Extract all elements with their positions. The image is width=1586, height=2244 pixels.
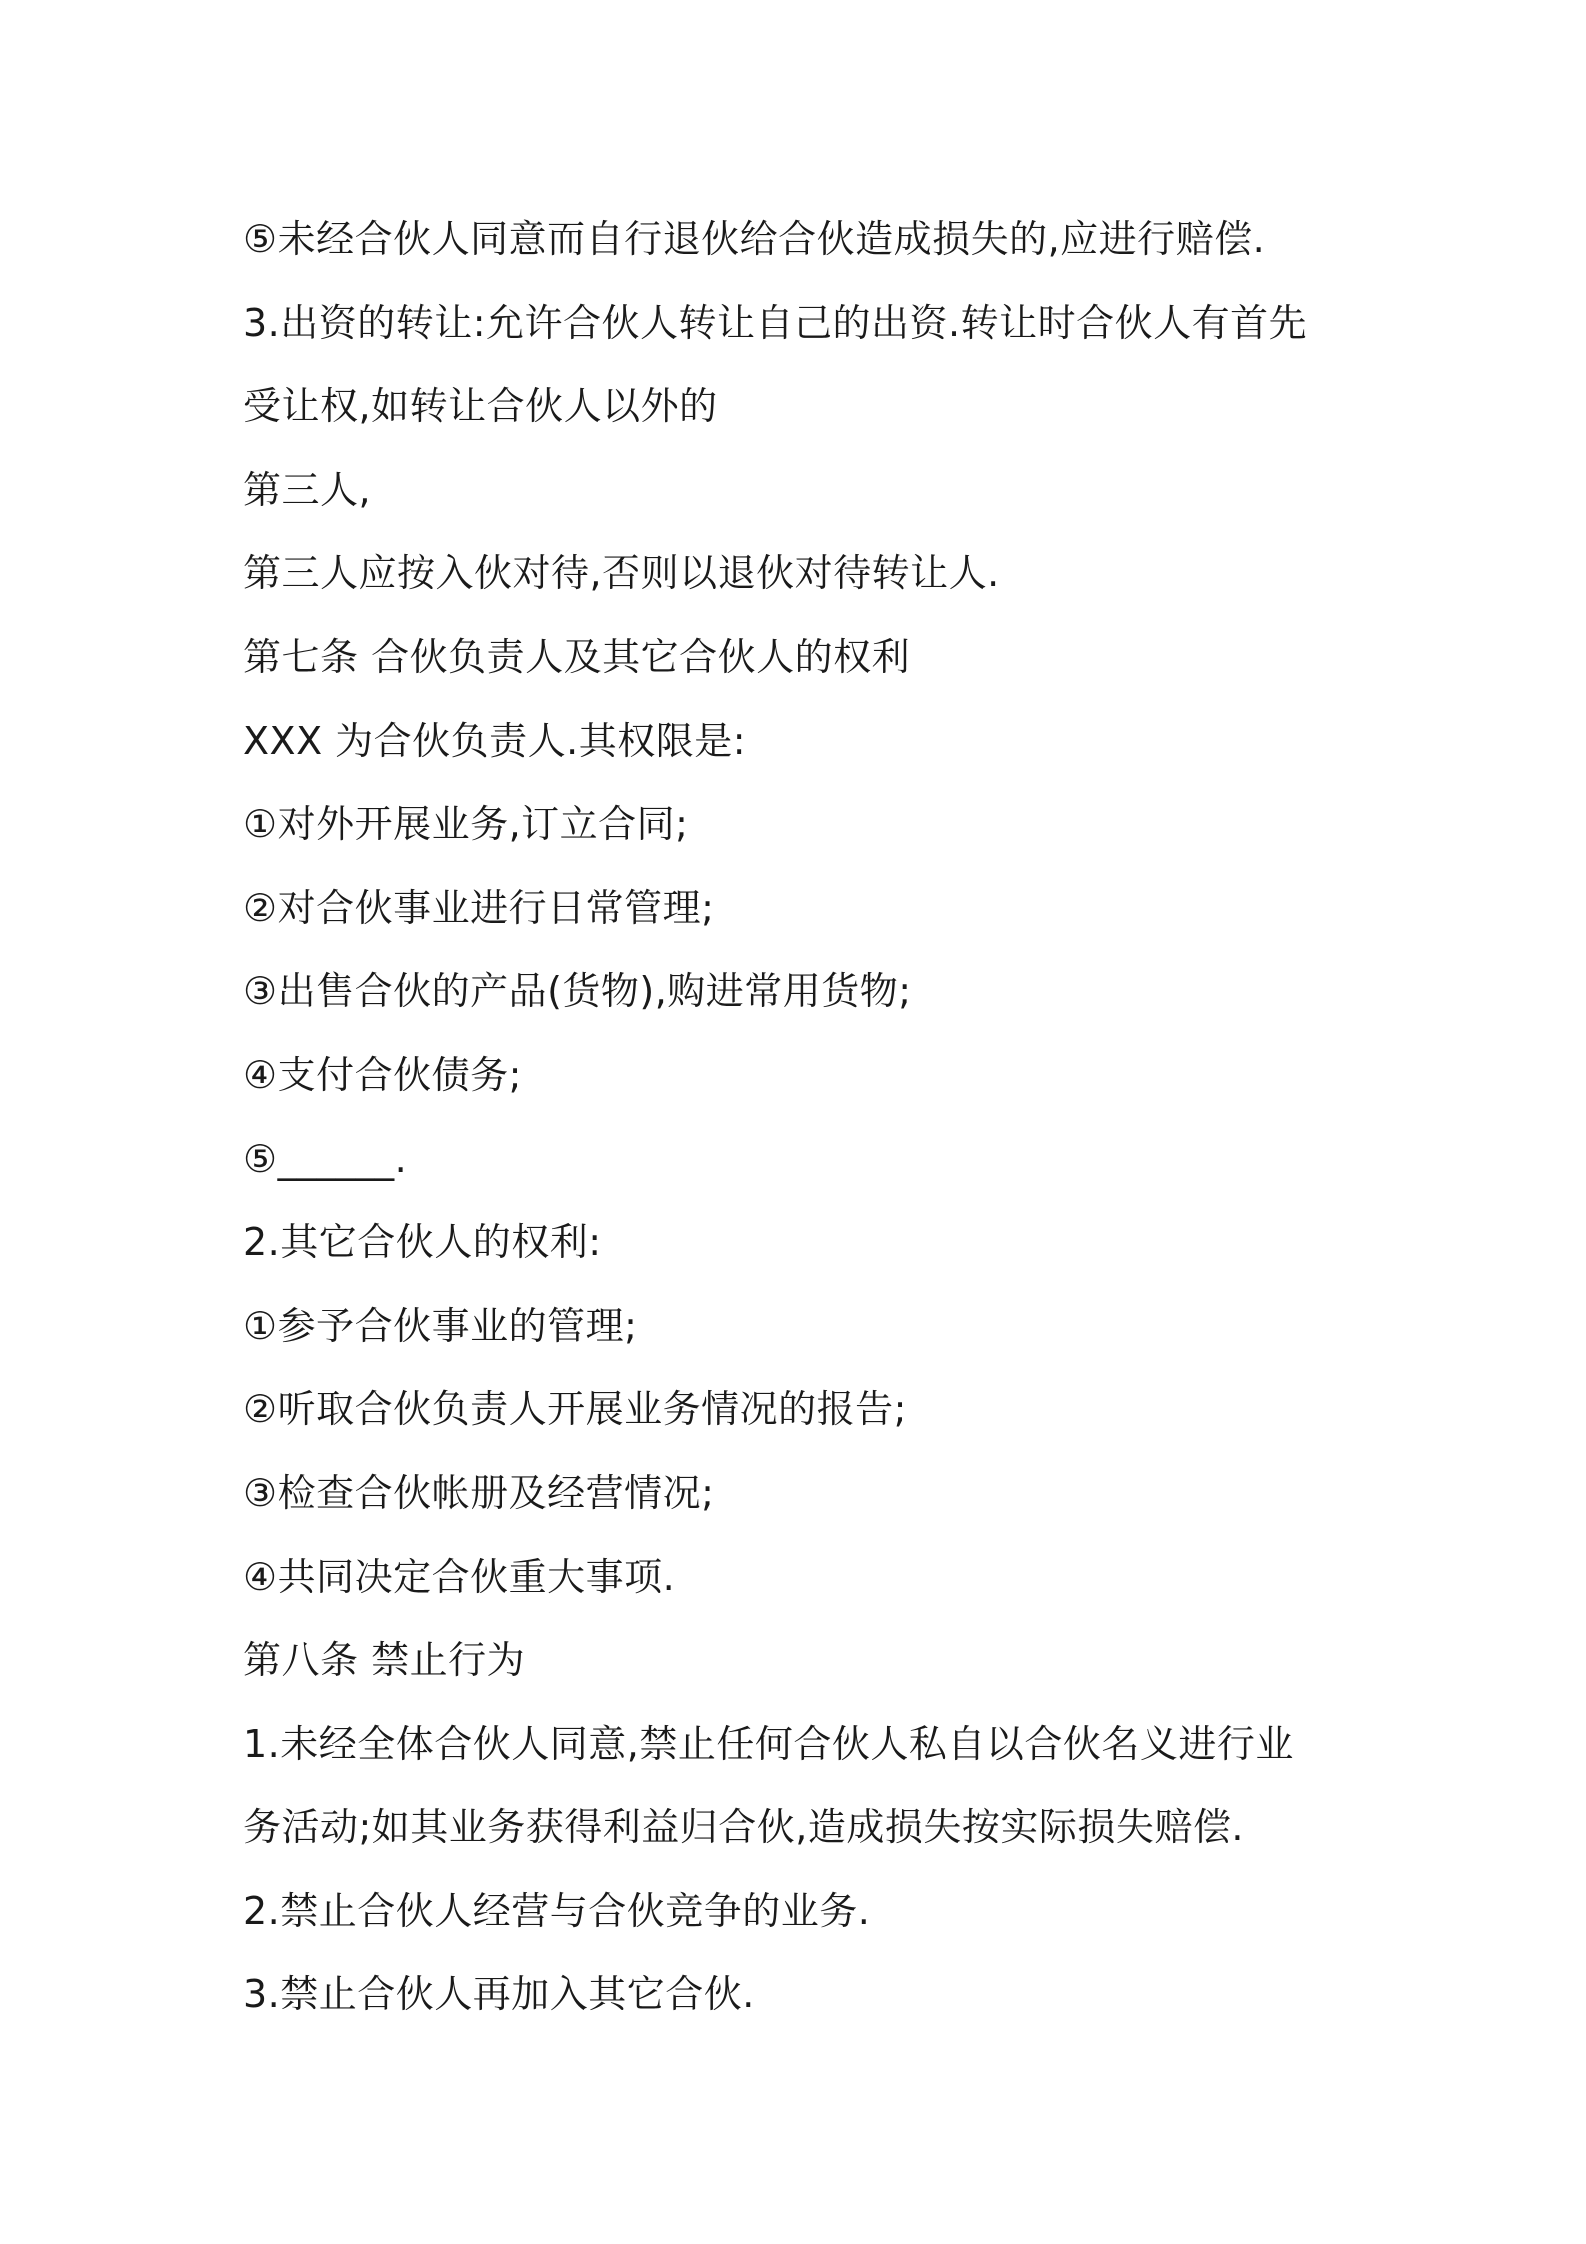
- text-line-22: 3.禁止合伙人再加入其它合伙.: [243, 1972, 755, 2017]
- text-line-1: ⑤未经合伙人同意而自行退伙给合伙造成损失的,应进行赔偿.: [243, 217, 1266, 261]
- section-heading-article-7: 第七条 合伙负责人及其它合伙人的权利: [243, 634, 911, 679]
- list-item-2: ②对合伙事业进行日常管理;: [243, 885, 715, 930]
- text-line-21: 2.禁止合伙人经营与合伙竞争的业务.: [243, 1888, 871, 1933]
- list-item-5: ⑤______.: [243, 1136, 408, 1181]
- list-item-4: ④支付合伙债务;: [243, 1052, 522, 1097]
- text-line-2: 3.出资的转让:允许合伙人转让自己的出资.转让时合伙人有首先: [243, 300, 1308, 345]
- text-line-5: 第三人应按入伙对待,否则以退伙对待转让人.: [243, 551, 1000, 596]
- text-line-20: 务活动;如其业务获得利益归合伙,造成损失按实际损失赔偿.: [243, 1805, 1244, 1850]
- list-item-1: ①对外开展业务,订立合同;: [243, 802, 689, 847]
- text-line-3: 受让权,如转让合伙人以外的: [243, 384, 718, 429]
- text-line-7: XXX 为合伙负责人.其权限是:: [243, 718, 747, 763]
- list-item-6: ①参予合伙事业的管理;: [243, 1303, 638, 1348]
- list-item-7: ②听取合伙负责人开展业务情况的报告;: [243, 1387, 907, 1432]
- section-heading-article-8: 第八条 禁止行为: [243, 1638, 526, 1683]
- text-line-13: 2.其它合伙人的权利:: [243, 1220, 602, 1265]
- list-item-3: ③出售合伙的产品(货物),购进常用货物;: [243, 969, 912, 1014]
- text-line-4: 第三人,: [243, 467, 372, 512]
- list-item-9: ④共同决定合伙重大事项.: [243, 1554, 676, 1599]
- document-body: [243, 198, 1363, 2037]
- list-item-8: ③检查合伙帐册及经营情况;: [243, 1470, 715, 1515]
- text-line-19: 1.未经全体合伙人同意,禁止任何合伙人私自以合伙名义进行业: [243, 1721, 1294, 1766]
